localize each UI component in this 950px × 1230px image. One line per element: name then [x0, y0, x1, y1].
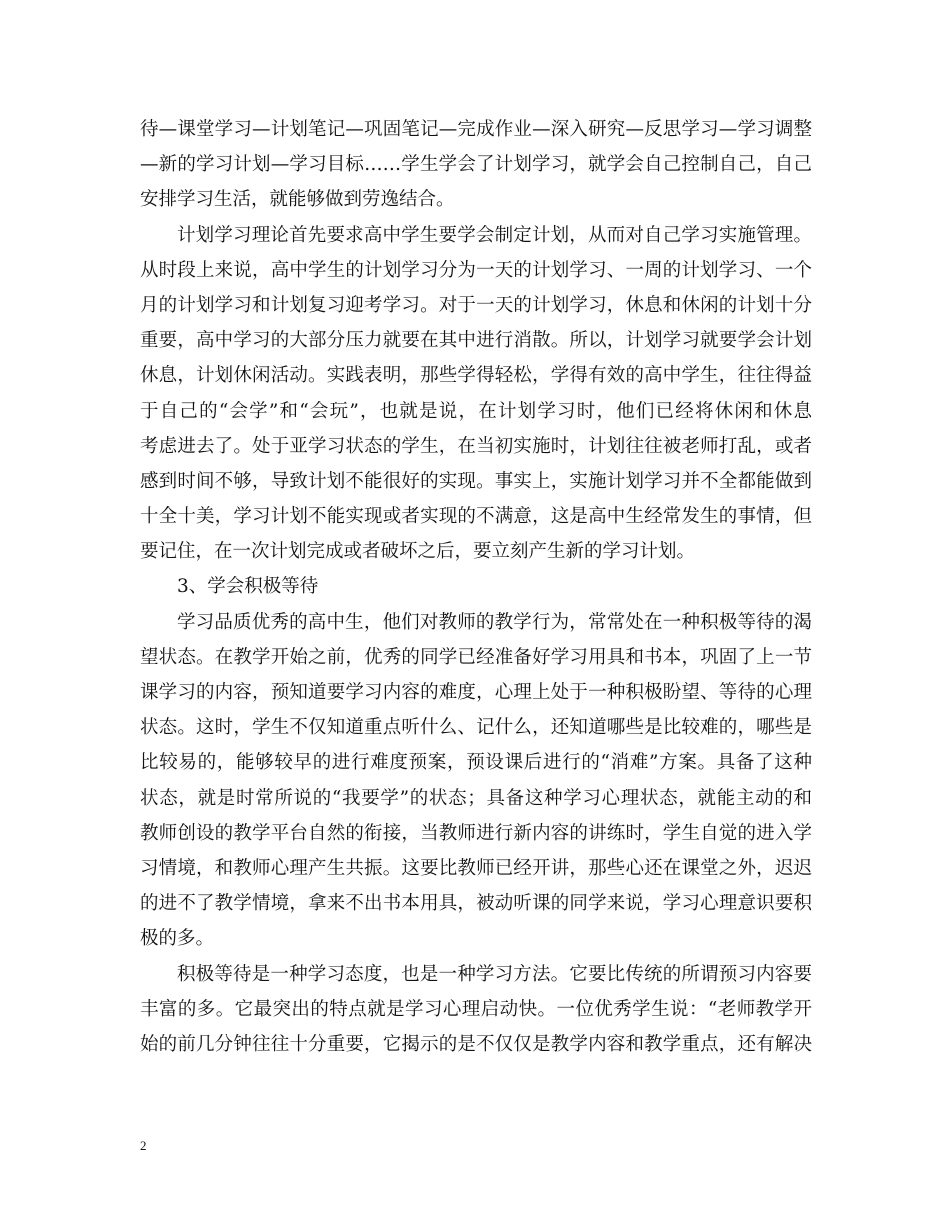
text-line: 计划学习理论首先要求高中学生要学会制定计划，从而对自己学习实施管理。: [177, 224, 812, 246]
text-line: 休息，计划休闲活动。实践表明，那些学得轻松，学得有效的高中学生，往往得益: [140, 365, 812, 387]
text-line: 教师创设的教学平台自然的衔接，当教师进行新内容的讲练时，学生自觉的进入学: [140, 822, 812, 844]
text-line: 月的计划学习和计划复习迎考学习。对于一天的计划学习，休息和休闲的计划十分: [140, 294, 812, 316]
text-line: 感到时间不够，导致计划不能很好的实现。事实上，实施计划学习并不全都能做到: [140, 470, 812, 492]
text-line: 学习品质优秀的高中生，他们对教师的教学行为，常常处在一种积极等待的渴: [177, 611, 812, 633]
text-line: 积极等待是一种学习态度，也是一种学习方法。它要比传统的所谓预习内容要: [177, 963, 812, 985]
text-line: 状态，就是时常所说的“我要学”的状态；具备这种学习心理状态，就能主动的和: [140, 787, 812, 809]
text-line: 安排学习生活，就能够做到劳逸结合。: [140, 189, 455, 211]
text-line: 重要，高中学习的大部分压力就要在其中进行消散。所以，计划学习就要学会计划: [140, 330, 812, 352]
text-line: 考虑进去了。处于亚学习状态的学生，在当初实施时，计划往往被老师打乱，或者: [140, 435, 812, 457]
text-line: 习情境，和教师心理产生共振。这要比教师已经开讲，那些心还在课堂之外，迟迟: [140, 857, 812, 879]
text-line: 始的前几分钟往往十分重要，它揭示的是不仅仅是教学内容和教学重点，还有解决: [140, 1033, 812, 1055]
text-line: 要记住，在一次计划完成或者破坏之后，要立刻产生新的学习计划。: [140, 541, 696, 563]
text-line: 待—课堂学习—计划笔记—巩固笔记—完成作业—深入研究—反思学习—学习调整: [140, 119, 812, 140]
text-line: 从时段上来说，高中学生的计划学习分为一天的计划学习、一周的计划学习、一个: [140, 259, 812, 281]
page-number: 2: [140, 1138, 147, 1153]
text-line: 于自己的“会学”和“会玩”，也就是说，在计划学习时，他们已经将休闲和休息: [140, 400, 812, 422]
text-line: 的进不了教学情境，拿来不出书本用具，被动听课的同学来说，学习心理意识要积: [140, 893, 812, 915]
text-line: 比较易的，能够较早的进行难度预案，预设课后进行的“消难”方案。具备了这种: [140, 752, 812, 774]
text-line: —新的学习计划—学习目标……学生学会了计划学习，就学会自己控制自己，自己: [140, 154, 812, 176]
text-line: 极的多。: [140, 928, 215, 950]
section-heading: 3、学会积极等待: [177, 576, 319, 598]
text-line: 状态。这时，学生不仅知道重点听什么、记什么，还知道哪些是比较难的，哪些是: [140, 717, 812, 739]
text-line: 十全十美，学习计划不能实现或者实现的不满意，这是高中生经常发生的事情，但: [140, 506, 812, 528]
text-line: 课学习的内容，预知道要学习内容的难度，心理上处于一种积极盼望、等待的心理: [140, 682, 812, 703]
text-line: 望状态。在教学开始之前，优秀的同学已经准备好学习用具和书本，巩固了上一节: [140, 646, 812, 668]
body-text: [140, 112, 812, 1062]
text-line: 丰富的多。它最突出的特点就是学习心理启动快。一位优秀学生说：“老师教学开: [140, 998, 812, 1020]
